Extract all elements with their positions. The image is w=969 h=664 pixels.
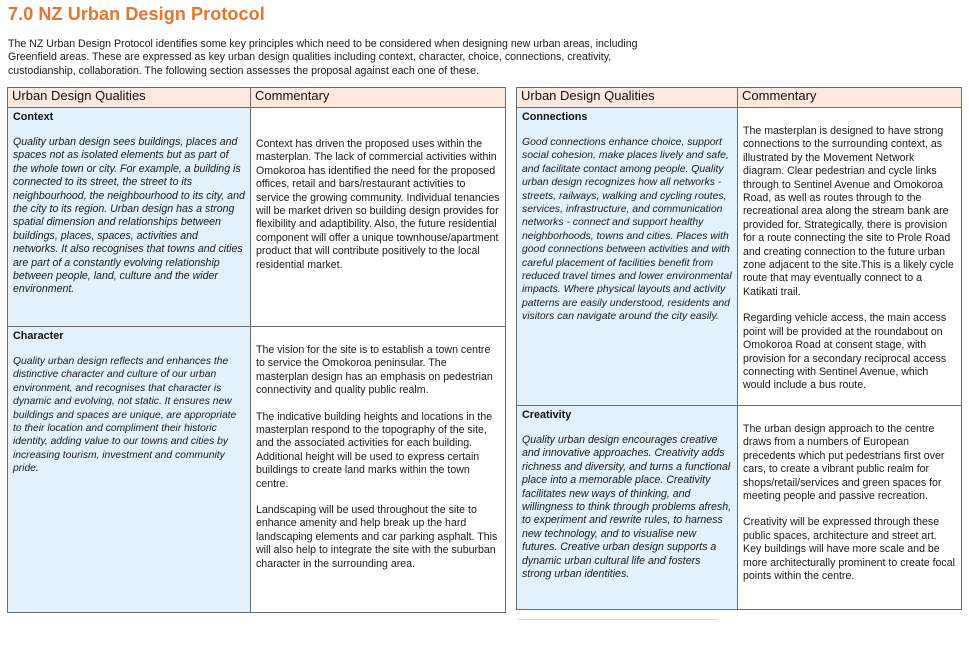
qualities-header: Urban Design Qualities xyxy=(517,88,738,108)
character-commentary-para-1: The vision for the site is to establish a town centre to service the Omokoroa peninsular. The masterplan design has an emphasis on pedestrian connectivity and quality public realm. xyxy=(256,344,493,397)
context-label: Context xyxy=(13,111,54,123)
table-header-row xyxy=(8,88,506,108)
character-commentary-para-3: Landscaping will be used throughout the site to enhance amenity and help break up the hard landscaping elements and car parking asphalt. This will also help to integrate the site with the suburban character in the surrounding area. xyxy=(256,504,498,570)
creativity-quality-cell xyxy=(517,406,738,610)
context-quality-cell xyxy=(8,108,251,327)
table-row-context xyxy=(8,108,506,327)
character-label: Character xyxy=(13,330,64,342)
qualities-header: Urban Design Qualities xyxy=(8,88,251,108)
creativity-commentary-para-1: The urban design approach to the centre draws from a numbers of European precedents which put pedestrians first over cars, to create a vibrant public realm for shops/retail/services and green spaces for meeting people and passive recreation. xyxy=(743,423,945,503)
intro-paragraph: The NZ Urban Design Protocol identifies some key principles which need to be considered when designing new urban areas, including Greenfield areas. These are expressed as key urban design qualities including context, character, choice, connections, creativity, custodianship, collaboration. The following section assesses the proposal against each one of these. xyxy=(8,38,638,77)
table-row-character xyxy=(8,327,506,613)
table-row-creativity xyxy=(517,406,962,610)
context-commentary-text: Context has driven the proposed uses within the masterplan. The lack of commercial activities within Omokoroa has identified the need for the proposed offices, retail and bars/restaurant activities to service the growing community. Individual tenancies will be market driven so building design provides for flexibility and adaptibility. Also, the future residential component will offer a unique townhouse/apartment product that will contribute positively to the local residential market. xyxy=(256,138,500,271)
connections-commentary-cell xyxy=(738,108,962,406)
character-commentary-para-2: The indicative building heights and locations in the masterplan respond to the topography of the site, and the associated activities for each building. Additional height will be used to express certain buildings to create land marks within the town centre. xyxy=(256,410,493,490)
creativity-label: Creativity xyxy=(522,409,572,421)
creativity-quality-text: Quality urban design encourages creative and innovative approaches. Creativity adds richness and diversity, and turns a functional place into a memorable place. Creativity facilitates new ways of thinking, and willingness to think through problems afresh, to experiment and rewrite rules, to harness new technology, and to visualise new futures. Creative urban design supports a dynamic urban cultural life and fosters strong urban identities. xyxy=(522,434,732,581)
right-qualities-table xyxy=(516,87,962,610)
section-title: 7.0 NZ Urban Design Protocol xyxy=(8,4,265,24)
commentary-header: Commentary xyxy=(251,88,506,108)
creativity-commentary-cell xyxy=(738,406,962,610)
character-commentary-cell xyxy=(251,327,506,613)
character-quality-text: Quality urban design reflects and enhances the distinctive character and culture of our urban environment, and recognises that character is dynamic and evolving, not static. It ensures new buildings and spaces are unique, are appropriate to their location and compliment their historic identity, adding value to our towns and cities by increasing tourism, investment and community pride. xyxy=(13,356,237,475)
context-commentary-cell xyxy=(251,108,506,327)
decorative-divider xyxy=(518,619,718,620)
connections-quality-cell xyxy=(517,108,738,406)
commentary-header: Commentary xyxy=(738,88,962,108)
connections-label: Connections xyxy=(522,111,588,123)
table-header-row xyxy=(517,88,962,108)
creativity-commentary-para-2: Creativity will be expressed through these public spaces, architecture and street art. Key buildings will have more scale and be more architecturally prominent to create focal points within the centre. xyxy=(743,516,955,583)
connections-commentary-para-1: The masterplan is designed to have strong connections to the surrounding context, as illustrated by the Movement Network diagram. Clear pedestrian and cycle links through to Sentinel Avenue and Omokoroa Road, as well as routes through to the recreational area along the stream bank are provided for. Strategically, there is provision for a route connecting the site to Prole Road and creating connection to the future urban zone adjacent to the site.This is a likely cycle route that may eventually connect to a Katikati trail. xyxy=(743,125,954,298)
character-quality-cell xyxy=(8,327,251,613)
connections-commentary-para-2: Regarding vehicle access, the main access point will be provided at the roundabout on Omokoroa Road at consent stage, with provision for a secondary reciprocal access connecting with Sentinel Avenue, which would include a bus route. xyxy=(743,312,947,392)
left-qualities-table xyxy=(7,87,506,613)
connections-quality-text: Good connections enhance choice, support social cohesion, make places lively and safe, and facilitate contact among people. Quality urban design recognizes how all networks - streets, railways, walking and cycling routes, services, infrastructure, and communication networks - connect and support healthy neighborhoods, towns and cities. Places with good connections between activities and with careful placement of facilities benefit from reduced travel times and lower environmental impacts. Where physical layouts and activity patterns are easily understood, residents and visitors can navigate around the city easily. xyxy=(522,137,732,323)
context-quality-text: Quality urban design sees buildings, places and spaces not as isolated elements but as part of the whole town or city. For example, a building is connected to its street, the street to its neighbourhood, the neighbourhood to its city, and the city to its region. Urban design has a strong spatial dimension and relationships between buildings, places, spaces, activities and networks. It also recognises that towns and cities are part of a constantly evolving relationship between people, land, culture and the wider environment. xyxy=(13,136,245,296)
table-row-connections xyxy=(517,108,962,406)
